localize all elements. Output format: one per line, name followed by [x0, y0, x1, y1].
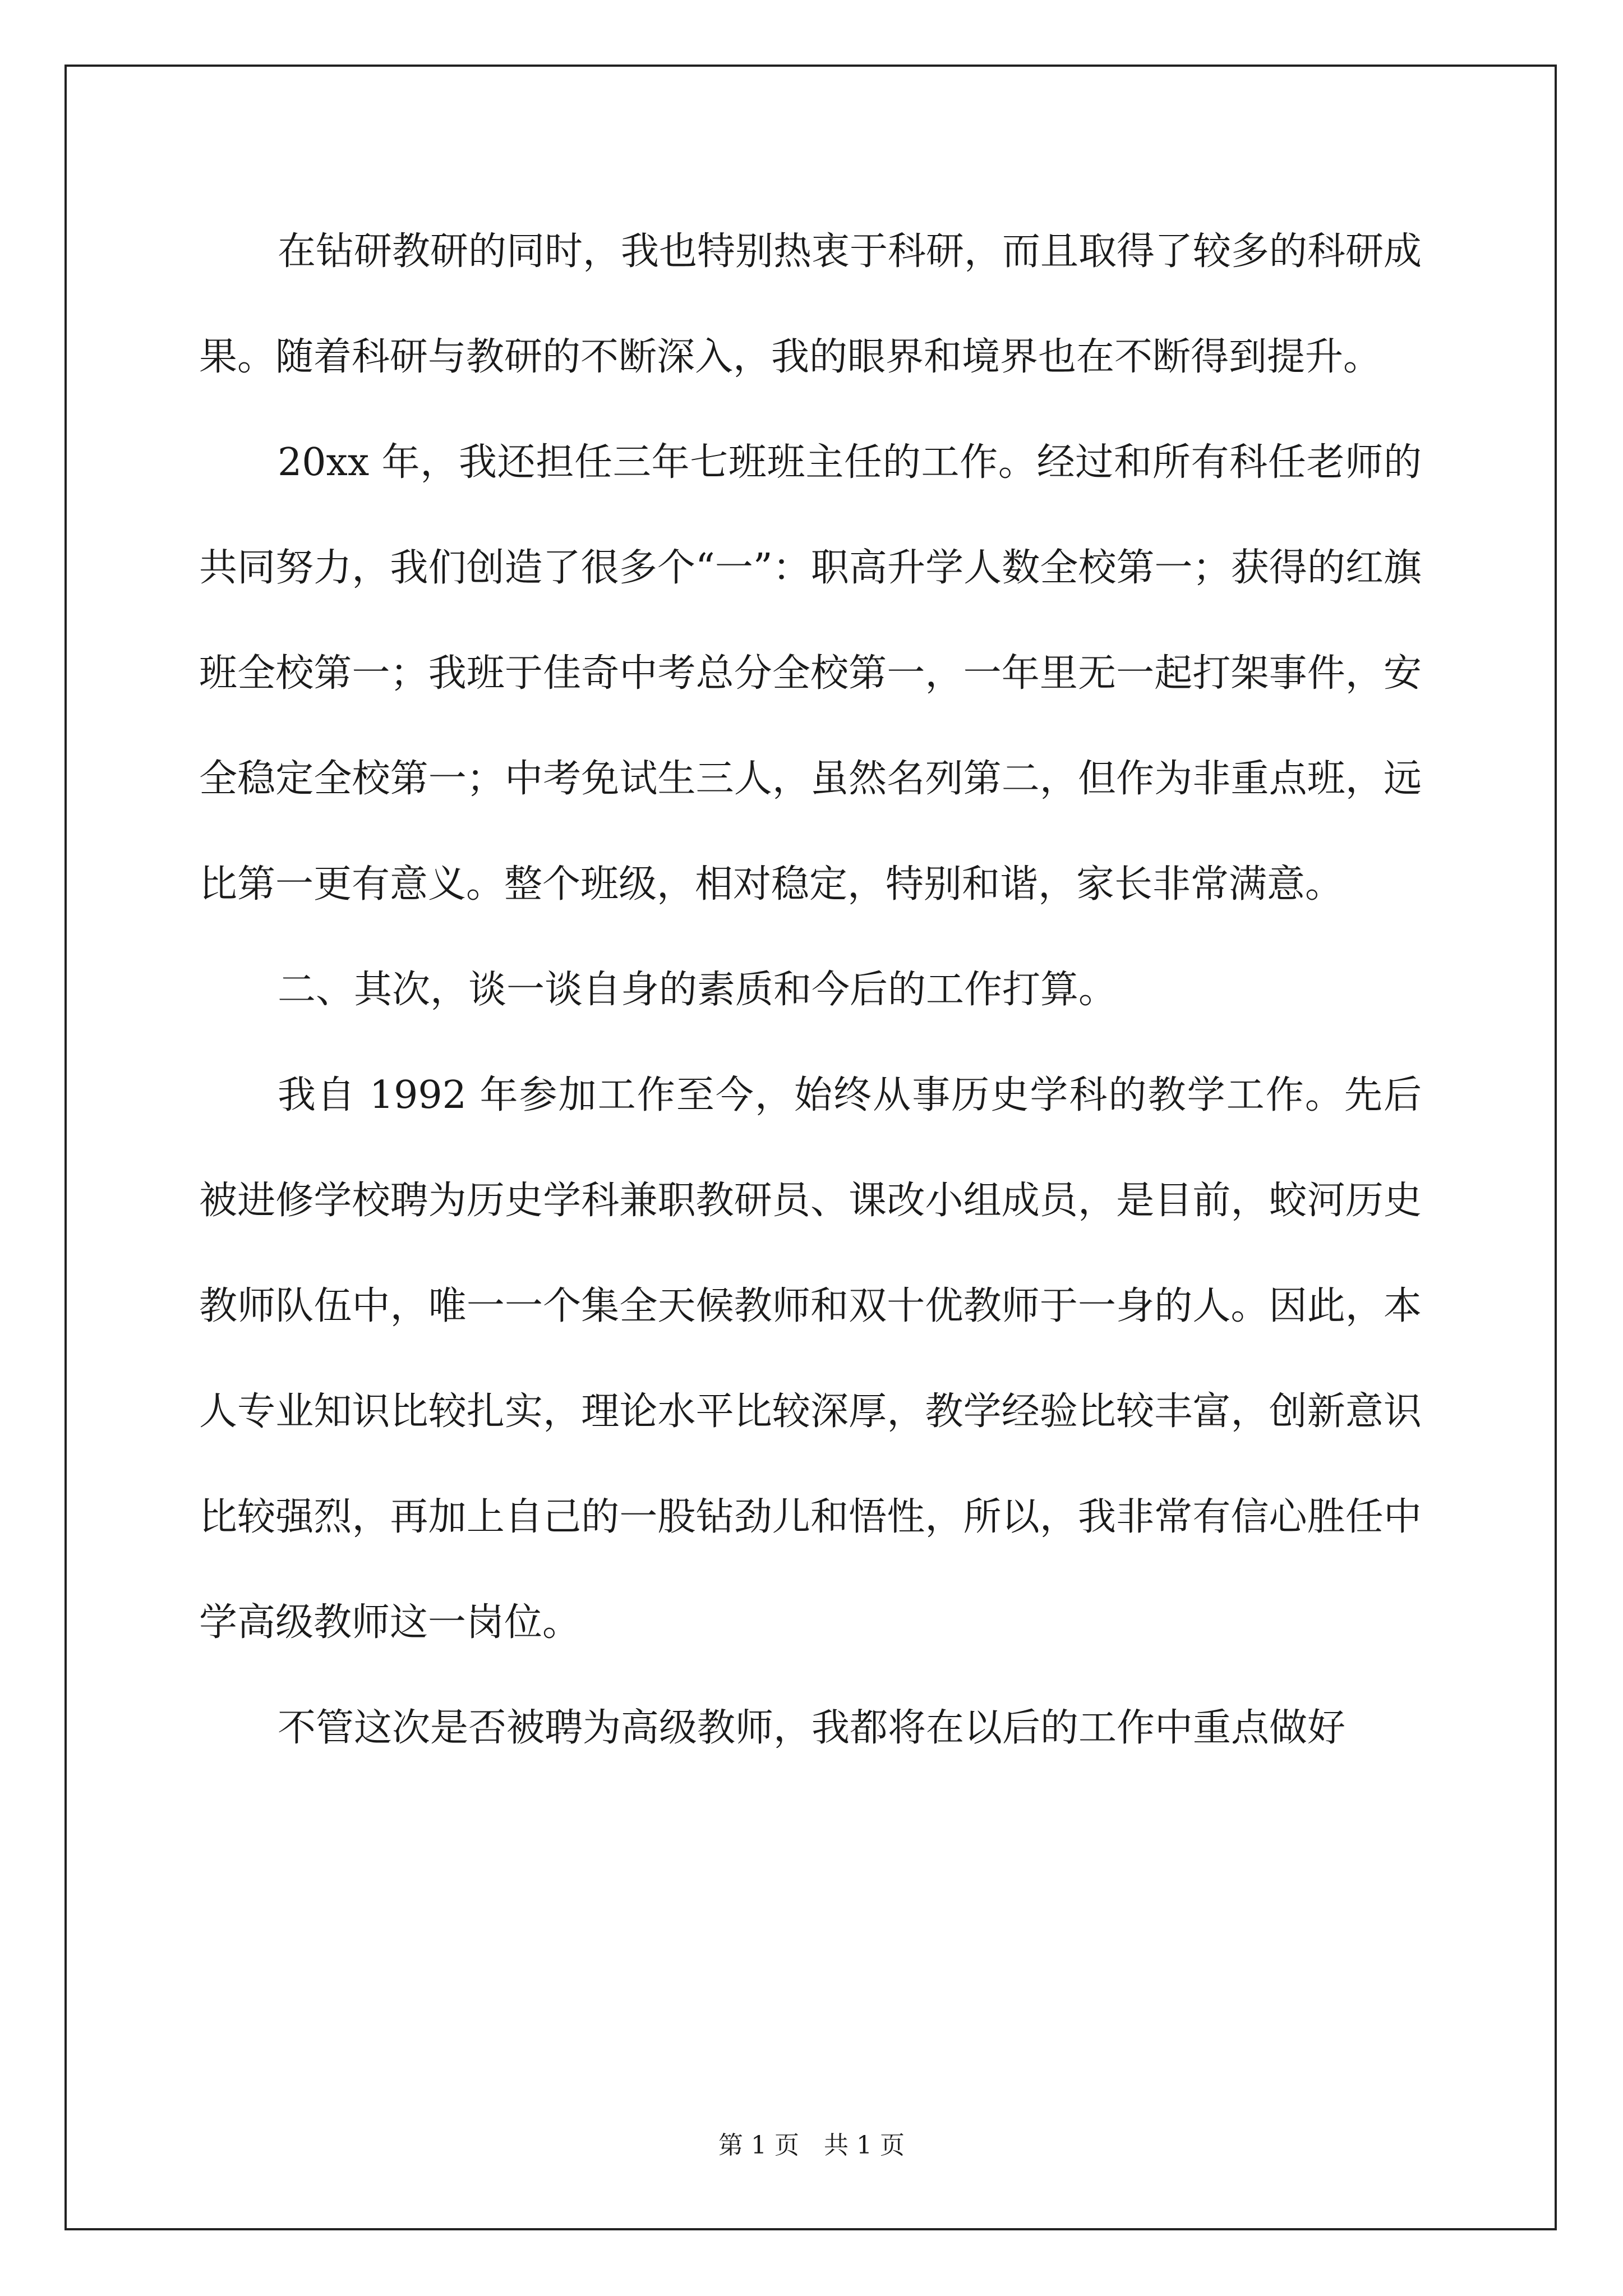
- paragraph: 我自 1992 年参加工作至今，始终从事历史学科的教学工作。先后被进修学校聘为历史学科兼职教研员、课改小组成员，是目前，蛟河历史教师队伍中，唯一一个集全天候教师和双十优教师于一身的人。因此，本人专业知识比较扎实，理论水平比较深厚，教学经验比较丰富，创新意识比较强烈，再加上自己的一股钻劲儿和悟性，所以，我非常有信心胜任中学高级教师这一岗位。: [199, 1073, 1422, 1645]
- paragraph: 二、其次，谈一谈自身的素质和今后的工作打算。: [278, 968, 1117, 1012]
- paragraph: 不管这次是否被聘为高级教师，我都将在以后的工作中重点做好: [278, 1706, 1346, 1750]
- paragraph: 20xx 年，我还担任三年七班班主任的工作。经过和所有科任老师的共同努力，我们创造了很多个“一”：职高升学人数全校第一；获得的红旗班全校第一；我班于佳奇中考总分全校第一，一年里无一起打架事件，安全稳定全校第一；中考免试生三人，虽然名列第二，但作为非重点班，远比第一更有意义。整个班级，相对稳定，特别和谐，家长非常满意。: [199, 440, 1422, 907]
- page-number: 第 1 页 共 1 页: [718, 2131, 905, 2160]
- document-body: [199, 199, 1422, 1781]
- paragraph: 在钻研教研的同时，我也特别热衷于科研，而且取得了较多的科研成果。随着科研与教研的不断深入，我的眼界和境界也在不断得到提升。: [199, 229, 1422, 379]
